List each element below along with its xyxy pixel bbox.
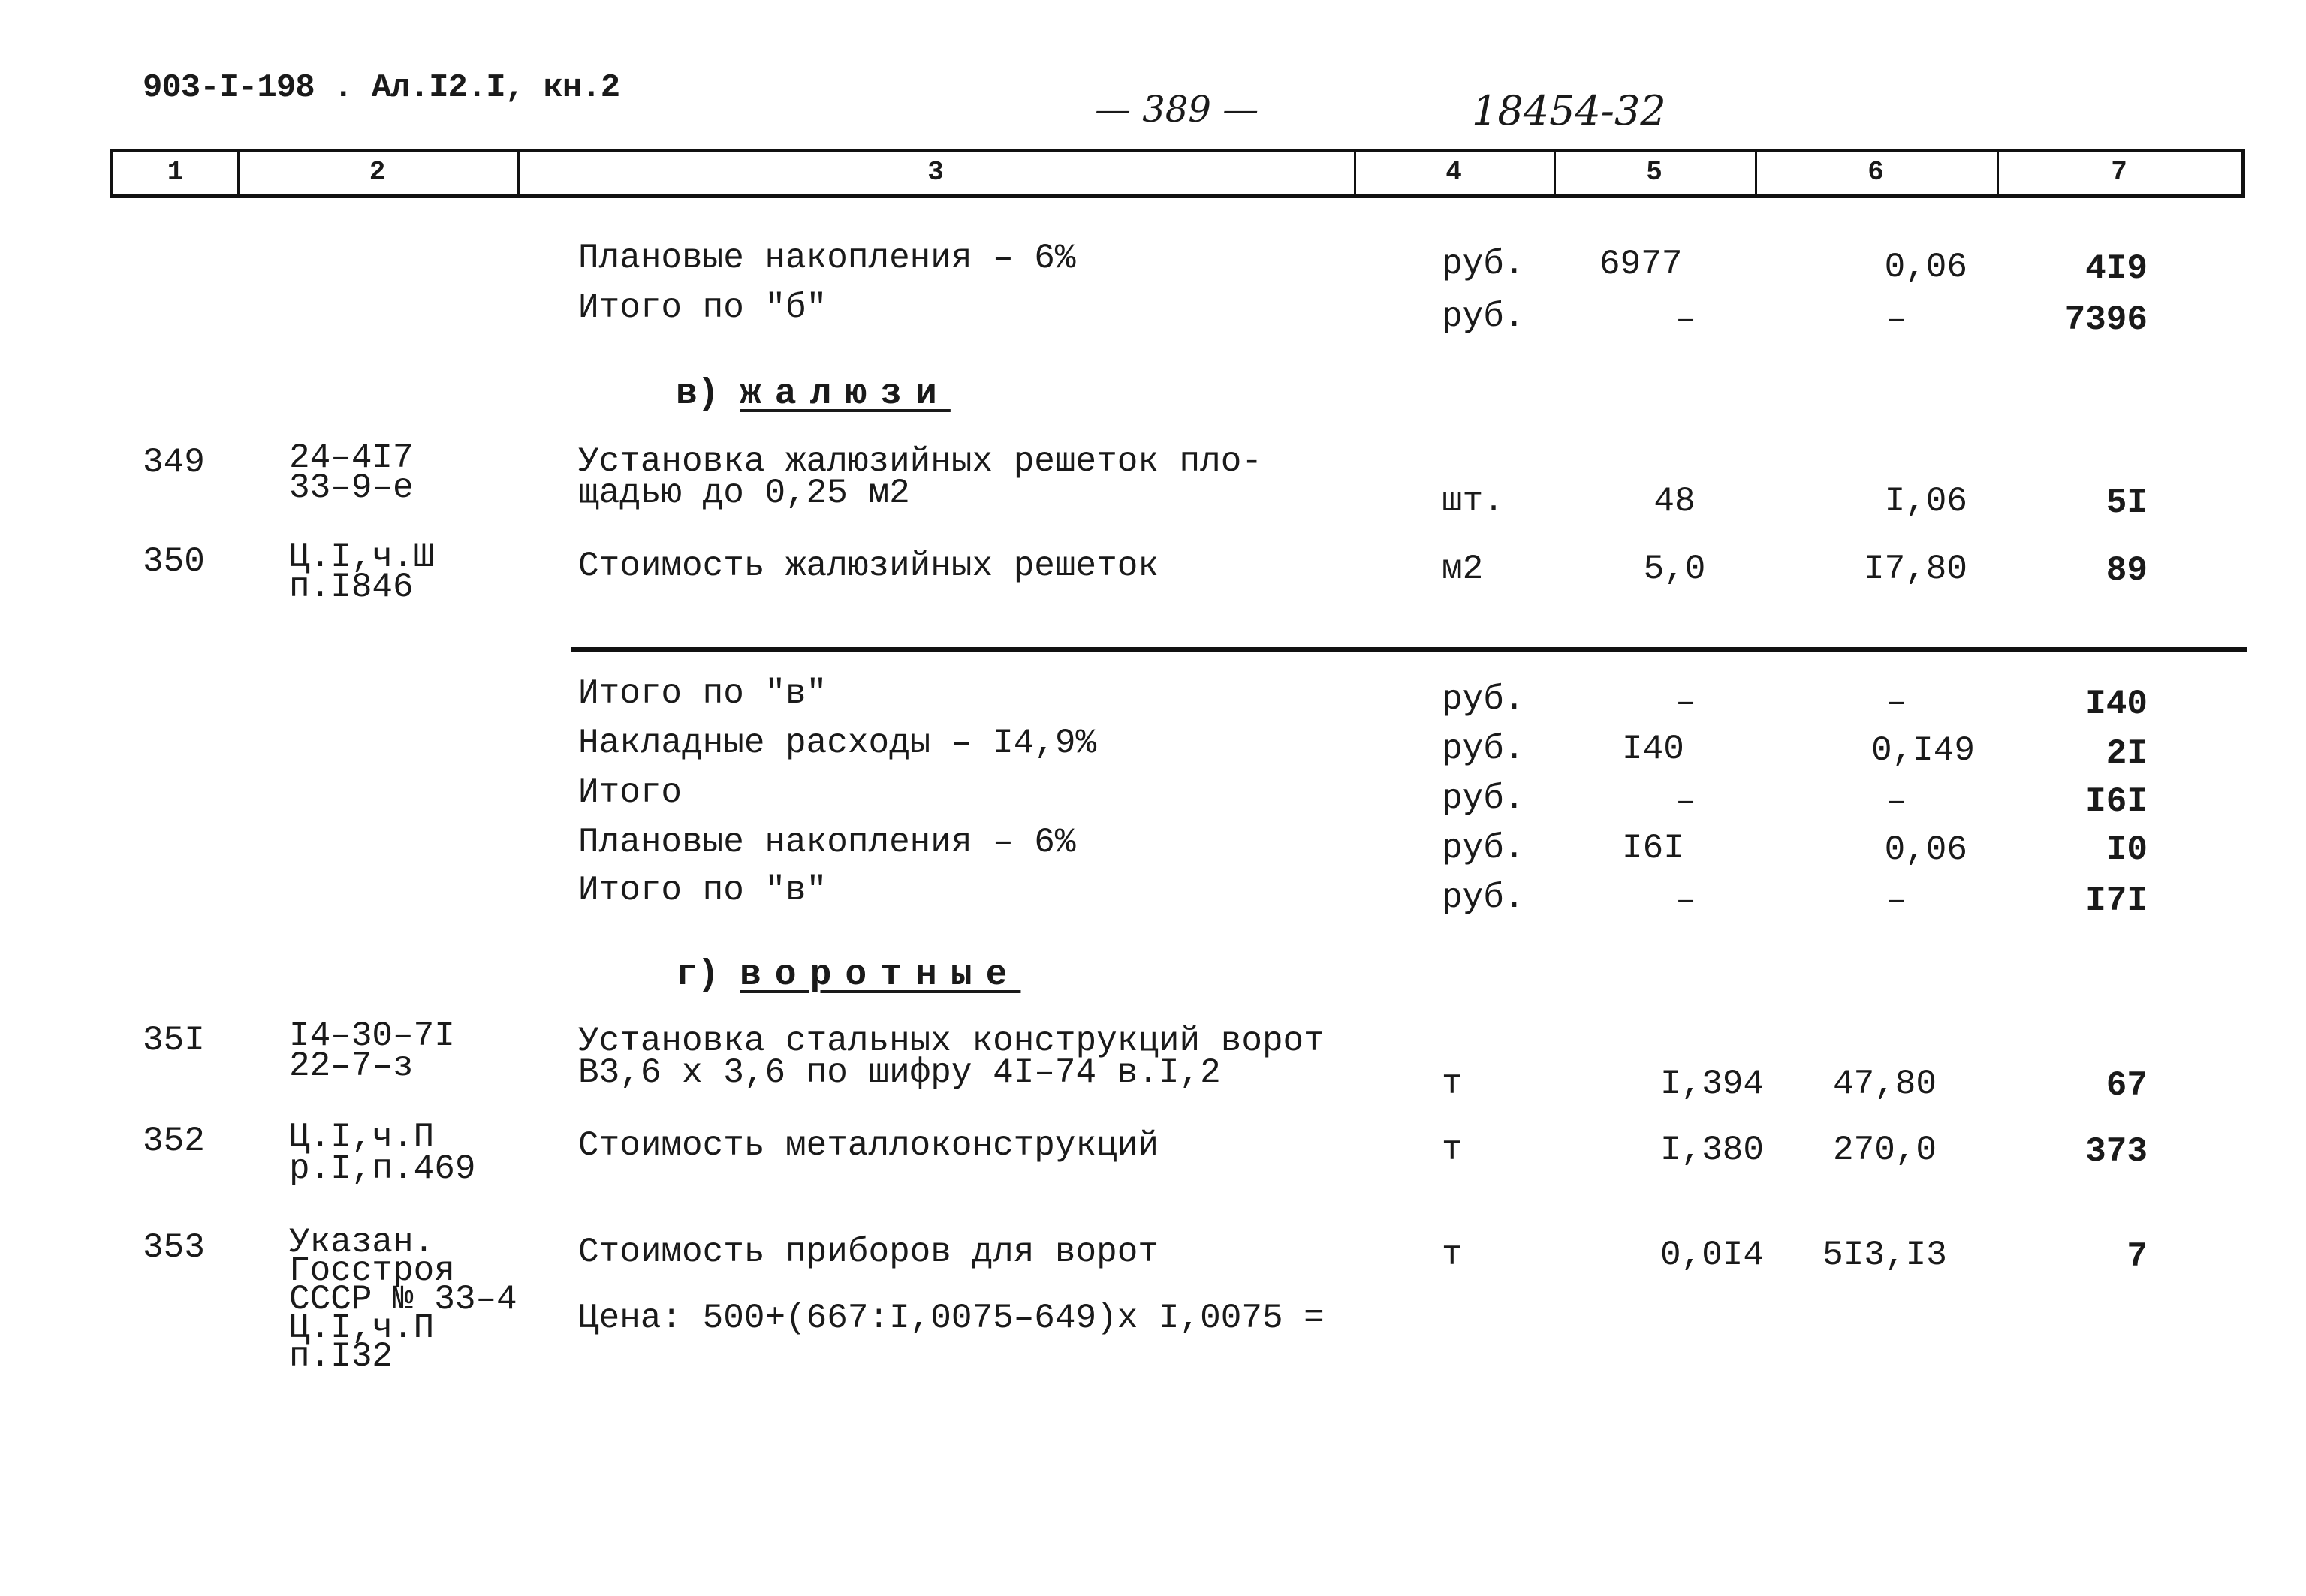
row-unit: руб. xyxy=(1442,245,1525,284)
column-number: 5 xyxy=(1646,157,1662,188)
row-code: Указан. Госстроя СССР № 33–4 Ц.I,ч.П п.I32 xyxy=(289,1223,517,1376)
row-description: Стоимость металлоконструкций xyxy=(578,1126,1159,1165)
row-number: 353 xyxy=(143,1228,205,1267)
row-quantity: 6977 xyxy=(1599,245,1683,284)
section-prefix: в) xyxy=(676,374,719,414)
column-number: 7 xyxy=(2111,157,2127,188)
row-unit: руб. xyxy=(1442,680,1525,719)
row-unit: руб. xyxy=(1442,779,1525,818)
row-quantity: 0,0I4 xyxy=(1659,1236,1765,1275)
row-unit: руб. xyxy=(1442,297,1525,336)
row-number: 352 xyxy=(143,1122,205,1161)
section-title: воротные xyxy=(740,955,1021,995)
section-title: жалюзи xyxy=(740,374,951,414)
document-code: 903-I-198 . Ал.I2.I, кн.2 xyxy=(143,69,620,107)
row-code: Ц.I,ч.П р.I,п.469 xyxy=(289,1118,476,1188)
row-quantity: – xyxy=(1675,300,1696,339)
row-total: 7396 xyxy=(2064,300,2148,339)
row-total: 4I9 xyxy=(2085,249,2148,288)
row-price: 47,80 xyxy=(1832,1065,1937,1104)
section-prefix: г) xyxy=(676,955,719,995)
row-description: Итого xyxy=(578,773,683,812)
row-unit: т xyxy=(1442,1131,1463,1170)
row-total: 89 xyxy=(2106,551,2148,590)
row-price: I,06 xyxy=(1884,482,1967,521)
row-quantity: I,394 xyxy=(1659,1065,1765,1104)
row-code: Ц.I,ч.Ш п.I846 xyxy=(289,538,435,607)
row-price: I7,80 xyxy=(1863,550,1967,589)
row-quantity: I40 xyxy=(1622,730,1684,769)
row-unit: руб. xyxy=(1442,878,1525,917)
column-number: 2 xyxy=(369,157,386,188)
row-code: 24–4I7 33–9–е xyxy=(289,438,414,507)
price-formula: Цена: 500+(667:I,0075–649)х I,0075 = xyxy=(578,1299,1325,1338)
row-total: I7I xyxy=(2085,881,2148,920)
row-description: Установка стальных конструкций ворот В3,6 х 3,6 по шифру 4I–74 в.I,2 xyxy=(578,1022,1325,1092)
row-number: 349 xyxy=(143,443,205,482)
row-unit: т xyxy=(1442,1236,1463,1275)
row-description: Итого по "б" xyxy=(578,288,827,327)
row-quantity: – xyxy=(1675,881,1696,920)
row-unit: т xyxy=(1442,1065,1463,1104)
row-price: – xyxy=(1885,683,1907,722)
column-number: 1 xyxy=(167,157,184,188)
row-total: I40 xyxy=(2085,685,2148,724)
row-price: – xyxy=(1885,782,1907,821)
row-unit: руб. xyxy=(1442,829,1525,868)
row-price: 5I3,I3 xyxy=(1822,1236,1947,1275)
row-code: I4–30–7I 22–7–з xyxy=(289,1016,455,1086)
row-quantity: 48 xyxy=(1653,482,1696,521)
row-total: 7 xyxy=(2127,1237,2148,1276)
row-unit: шт. xyxy=(1442,482,1504,521)
row-quantity: I6I xyxy=(1622,829,1684,868)
row-price: 0,06 xyxy=(1884,830,1967,869)
row-price: 0,I49 xyxy=(1870,731,1975,770)
row-total: 5I xyxy=(2106,483,2148,522)
row-total: 67 xyxy=(2106,1066,2148,1105)
row-quantity: – xyxy=(1675,782,1696,821)
row-total: I0 xyxy=(2106,830,2148,869)
row-price: 0,06 xyxy=(1884,248,1967,287)
row-quantity: 5,0 xyxy=(1643,550,1706,589)
row-description: Плановые накопления – 6% xyxy=(578,239,1076,278)
row-price: – xyxy=(1885,300,1907,339)
subtotal-divider xyxy=(571,647,2247,652)
column-number: 4 xyxy=(1445,157,1462,188)
row-unit: руб. xyxy=(1442,730,1525,769)
row-number: 350 xyxy=(143,542,205,581)
handwritten-code: 18454-32 xyxy=(1472,87,1666,134)
row-total: 2I xyxy=(2106,734,2148,773)
row-unit: м2 xyxy=(1442,550,1484,589)
row-description: Накладные расходы – I4,9% xyxy=(578,724,1097,763)
row-total: I6I xyxy=(2085,782,2148,821)
row-price: – xyxy=(1885,881,1907,920)
page-number: — 389 — xyxy=(1095,89,1259,131)
row-description: Итого по "в" xyxy=(578,871,827,910)
row-description: Итого по "в" xyxy=(578,674,827,713)
column-header xyxy=(110,149,2245,198)
row-number: 35I xyxy=(143,1021,205,1060)
row-total: 373 xyxy=(2085,1132,2148,1171)
column-number: 3 xyxy=(927,157,944,188)
row-price: 270,0 xyxy=(1832,1131,1937,1170)
row-quantity: – xyxy=(1675,683,1696,722)
row-quantity: I,380 xyxy=(1659,1131,1765,1170)
row-description: Плановые накопления – 6% xyxy=(578,823,1076,862)
row-description: Установка жалюзийных решеток пло- щадью до 0,25 м2 xyxy=(578,442,1262,513)
row-description: Стоимость жалюзийных решеток xyxy=(578,547,1159,586)
column-number: 6 xyxy=(1867,157,1884,188)
row-description: Стоимость приборов для ворот xyxy=(578,1233,1159,1272)
